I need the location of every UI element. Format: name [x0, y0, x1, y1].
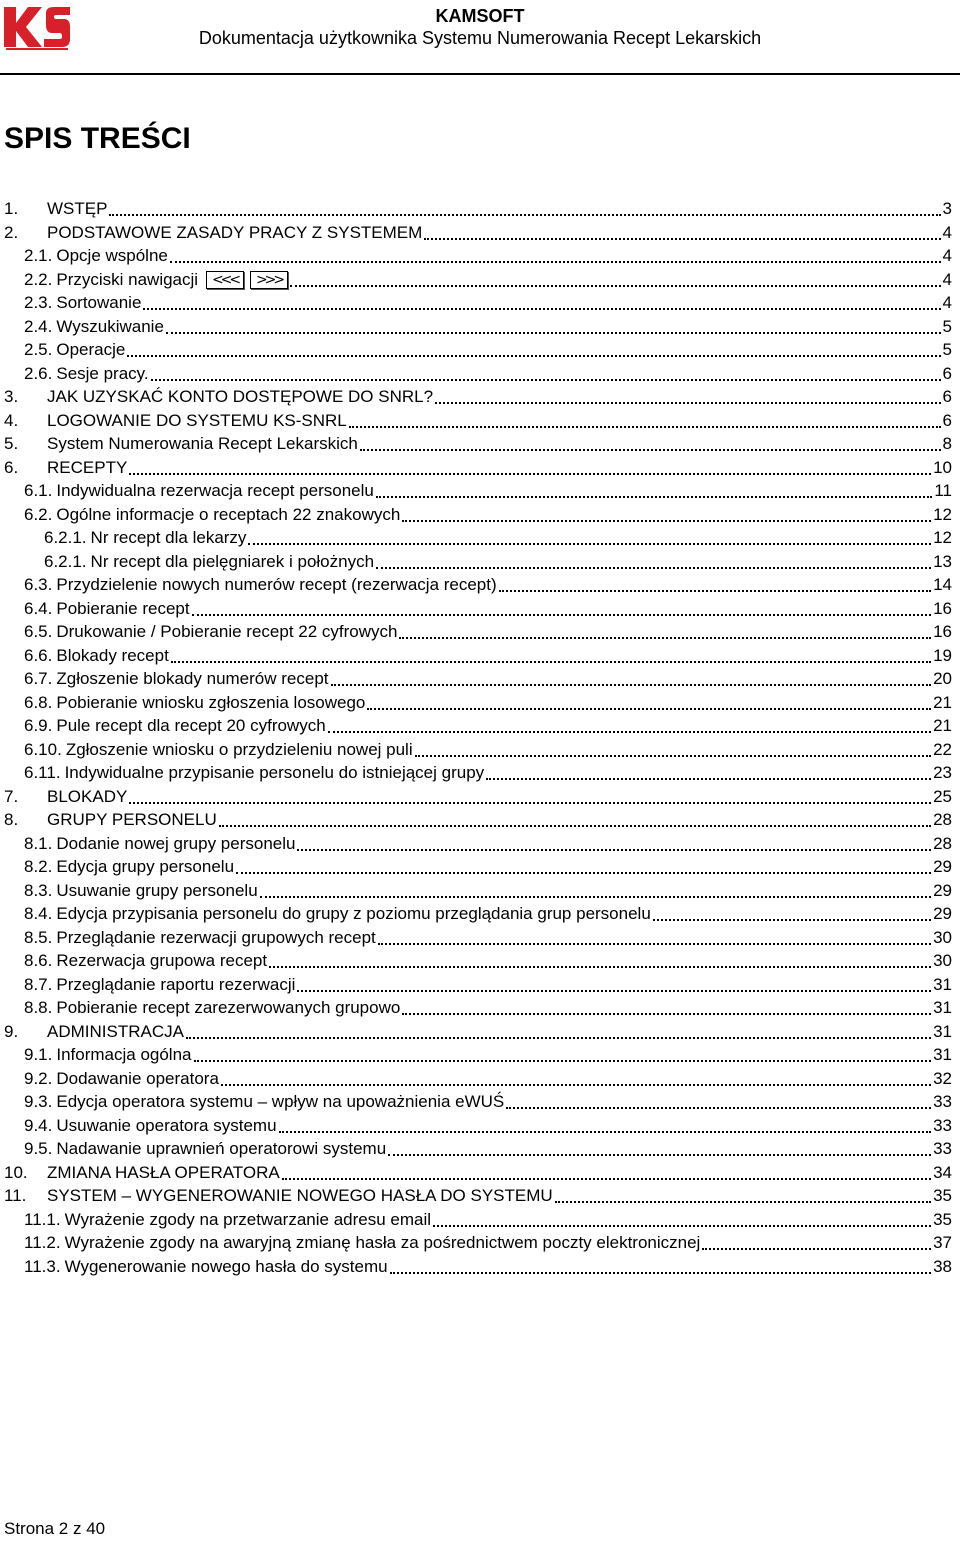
- toc-entry-title: Dodanie nowej grupy personelu: [56, 833, 296, 853]
- toc-entry[interactable]: [24, 1115, 952, 1137]
- toc-entry-number: 6.4.: [24, 598, 53, 618]
- toc-entry-page: 34: [933, 1162, 952, 1182]
- toc-dot-leader: [279, 1131, 932, 1133]
- toc-entry-number: 6.1.: [24, 481, 53, 500]
- toc-entry-number: 6.5.: [24, 622, 53, 641]
- toc-dot-leader: [399, 637, 931, 639]
- header-divider: [0, 73, 960, 75]
- toc-dot-leader: [221, 1084, 931, 1086]
- header-company: KAMSOFT: [435, 6, 525, 26]
- toc-entry-page: 31: [933, 998, 952, 1017]
- toc-entry-page: 31: [933, 974, 952, 994]
- toc-dot-leader: [331, 684, 932, 686]
- toc-dot-leader: [402, 1013, 931, 1015]
- toc-entry-title: PODSTAWOWE ZASADY PRACY Z SYSTEMEM: [47, 222, 423, 242]
- toc-entry[interactable]: [24, 1209, 952, 1231]
- toc-dot-leader: [367, 708, 931, 710]
- toc-entry-number: 3.: [4, 387, 19, 406]
- toc-entry-number: 2.: [4, 222, 19, 242]
- toc-dot-leader: [151, 379, 941, 381]
- toc-entry-page: 25: [933, 786, 952, 806]
- toc-entry-number: 2.5.: [24, 340, 53, 359]
- toc-entry-title: Wyszukiwanie: [56, 316, 164, 336]
- toc-dot-leader: [433, 1225, 931, 1227]
- toc-entry-title: Drukowanie / Pobieranie recept 22 cyfrowych: [56, 622, 398, 641]
- toc-entry[interactable]: [4, 433, 952, 455]
- toc-entry-page: 19: [933, 645, 952, 665]
- toc-dot-leader: [186, 1037, 931, 1039]
- toc-entry-page: 21: [933, 716, 952, 735]
- toc-entry-title: RECEPTY: [47, 457, 128, 477]
- toc-entry-page: 20: [933, 669, 952, 688]
- toc-dot-leader: [349, 426, 941, 428]
- toc-entry-number: 8.3.: [24, 880, 53, 900]
- toc-entry-page: 35: [933, 1186, 952, 1205]
- toc-dot-leader: [328, 731, 931, 733]
- toc-entry-number: 9.2.: [24, 1068, 53, 1088]
- toc-entry[interactable]: [24, 974, 952, 996]
- toc-entry-title: Zgłoszenie blokady numerów recept: [56, 669, 329, 688]
- toc-dot-leader: [166, 332, 941, 334]
- toc-entry-number: 6.2.1.: [44, 528, 87, 547]
- toc-dot-leader: [269, 966, 931, 968]
- toc-entry-number: 6.2.: [24, 504, 53, 524]
- toc-entry-number: 8.2.: [24, 857, 53, 876]
- toc-dot-leader: [248, 543, 931, 545]
- toc-entry-page: 4: [942, 222, 952, 242]
- toc-dot-leader: [378, 943, 931, 945]
- toc-dot-leader: [171, 661, 931, 663]
- toc-entry-number: 6.6.: [24, 645, 53, 665]
- toc-entry[interactable]: [44, 551, 952, 573]
- toc-dot-leader: [192, 614, 931, 616]
- toc-dot-leader: [290, 285, 940, 287]
- toc-entry-page: 4: [942, 269, 952, 289]
- toc-dot-leader: [376, 567, 931, 569]
- toc-entry-title: Przeglądanie rezerwacji grupowych recept: [56, 927, 376, 947]
- toc-entry-title: Edycja operatora systemu – wpływ na upoważnienia eWUŚ: [56, 1092, 505, 1111]
- toc-entry-page: 29: [933, 904, 952, 923]
- toc-entry[interactable]: [24, 927, 952, 949]
- toc-entry[interactable]: [4, 809, 952, 831]
- header-document-title: Dokumentacja użytkownika Systemu Numerowania Recept Lekarskich: [198, 28, 762, 48]
- toc-dot-leader: [499, 590, 931, 592]
- toc-entry[interactable]: [24, 504, 952, 526]
- toc-entry-page: 28: [933, 833, 952, 853]
- toc-entry[interactable]: [24, 903, 952, 925]
- toc-entry-title: Wyrażenie zgody na awaryjną zmianę hasła za pośrednictwem poczty elektronicznej: [64, 1233, 701, 1252]
- toc-entry[interactable]: [24, 1138, 952, 1160]
- toc-entry-number: 2.4.: [24, 316, 53, 336]
- toc-entry-number: 6.10.: [24, 739, 62, 759]
- toc-dot-leader: [297, 990, 931, 992]
- toc-entry[interactable]: [24, 950, 952, 972]
- toc-entry[interactable]: [24, 598, 952, 620]
- toc-dot-leader: [424, 238, 940, 240]
- toc-dot-leader: [653, 919, 931, 921]
- toc-entry-title: Nr recept dla lekarzy: [90, 528, 247, 547]
- toc-entry-page: 33: [933, 1115, 952, 1135]
- toc-entry-number: 9.: [4, 1021, 19, 1041]
- toc-entry-number: 2.1.: [24, 246, 53, 265]
- toc-entry[interactable]: [24, 621, 952, 643]
- toc-entry-number: 9.4.: [24, 1115, 53, 1135]
- toc-dot-leader: [376, 496, 932, 498]
- toc-entry-page: 28: [933, 810, 952, 829]
- toc-entry-title: Ogólne informacje o receptach 22 znakowych: [56, 504, 401, 524]
- toc-entry-number: 6.7.: [24, 669, 53, 688]
- toc-entry-number: 2.6.: [24, 363, 53, 383]
- toc-title: SPIS TREŚCI: [4, 122, 191, 155]
- toc-entry[interactable]: [24, 692, 952, 714]
- toc-dot-leader: [260, 896, 931, 898]
- toc-entry-page: 32: [933, 1068, 952, 1088]
- toc-dot-leader: [486, 778, 931, 780]
- toc-entry-title: Opcje wspólne: [56, 246, 168, 265]
- toc-entry[interactable]: [24, 292, 952, 314]
- toc-entry-page: 38: [933, 1256, 952, 1276]
- nav-previous-icon: <<<: [206, 271, 244, 289]
- toc-entry[interactable]: [24, 715, 952, 737]
- toc-entry[interactable]: [4, 410, 952, 432]
- toc-entry-number: 6.: [4, 457, 19, 477]
- toc-entry[interactable]: [24, 245, 952, 267]
- toc-entry[interactable]: [24, 316, 952, 338]
- toc-entry[interactable]: [4, 786, 952, 808]
- toc-entry-page: 22: [933, 739, 952, 759]
- toc-dot-leader: [555, 1201, 931, 1203]
- toc-entry[interactable]: [24, 339, 952, 361]
- toc-entry-page: 5: [942, 340, 952, 359]
- toc-entry-title: Edycja grupy personelu: [56, 857, 235, 876]
- toc-dot-leader: [402, 520, 931, 522]
- toc-entry[interactable]: [24, 668, 952, 690]
- toc-entry-title: Przyciski nawigacji: [56, 269, 199, 289]
- toc-entry-page: 31: [933, 1021, 952, 1041]
- toc-entry-title: WSTĘP: [47, 199, 108, 218]
- toc-entry-number: 7.: [4, 786, 19, 806]
- toc-entry-number: 9.5.: [24, 1139, 53, 1158]
- toc-entry-page: 33: [933, 1139, 952, 1158]
- toc-entry-number: 11.1.: [24, 1209, 61, 1229]
- toc-entry-title: Usuwanie operatora systemu: [56, 1115, 277, 1135]
- toc-dot-leader: [415, 755, 931, 757]
- toc-entry-title: Usuwanie grupy personelu: [56, 880, 258, 900]
- toc-entry[interactable]: [24, 363, 952, 385]
- toc-entry-page: 29: [933, 857, 952, 876]
- toc-entry-title: Sesje pracy.: [56, 363, 149, 383]
- toc-entry-page: 35: [933, 1209, 952, 1229]
- toc-dot-leader: [194, 1060, 932, 1062]
- toc-entry[interactable]: [44, 527, 952, 549]
- toc-dot-leader: [702, 1248, 931, 1250]
- toc-entry-page: 16: [933, 598, 952, 618]
- toc-dot-leader: [388, 1154, 931, 1156]
- toc-entry-title: Pobieranie wniosku zgłoszenia losowego: [56, 692, 366, 712]
- toc-entry-title: GRUPY PERSONELU: [47, 810, 217, 829]
- toc-entry-number: 6.11.: [24, 763, 61, 782]
- toc-entry-page: 23: [933, 763, 952, 782]
- toc-entry[interactable]: [24, 1256, 952, 1278]
- toc-entry-page: 37: [933, 1233, 952, 1252]
- toc-entry-title: BLOKADY: [47, 786, 128, 806]
- toc-entry-number: 6.9.: [24, 716, 53, 735]
- toc-entry[interactable]: [4, 1162, 952, 1184]
- toc-entry-page: 6: [942, 363, 952, 383]
- toc-entry-title: Edycja przypisania personelu do grupy z poziomu przeglądania grup personelu: [56, 904, 651, 923]
- toc-dot-leader: [143, 308, 940, 310]
- toc-entry-page: 3: [942, 199, 952, 218]
- toc-entry-page: 12: [933, 528, 952, 547]
- toc-entry-number: 11.2.: [24, 1233, 61, 1252]
- toc-entry-title: Wyrażenie zgody na przetwarzanie adresu email: [64, 1209, 432, 1229]
- toc-entry-number: 5.: [4, 434, 19, 453]
- toc-entry-number: 11.3.: [24, 1256, 61, 1276]
- toc-entry-page: 10: [933, 457, 952, 477]
- toc-entry[interactable]: [4, 1021, 952, 1043]
- toc-entry-number: 6.8.: [24, 692, 53, 712]
- toc-entry[interactable]: [24, 762, 952, 784]
- toc-entry-title: Informacja ogólna: [56, 1045, 192, 1064]
- toc-entry-page: 29: [933, 880, 952, 900]
- toc-entry-title: Wygenerowanie nowego hasła do systemu: [64, 1256, 388, 1276]
- page-footer: Strona 2 z 40: [4, 1519, 106, 1538]
- toc-entry-number: 4.: [4, 410, 19, 430]
- toc-entry-page: 30: [933, 951, 952, 970]
- toc-entry-page: 33: [933, 1092, 952, 1111]
- toc-entry-number: 9.3.: [24, 1092, 53, 1111]
- toc-entry-number: 2.2.: [24, 269, 53, 289]
- toc-entry-page: 6: [942, 410, 952, 430]
- toc-entry-title: Pule recept dla recept 20 cyfrowych: [56, 716, 326, 735]
- toc-entry[interactable]: [24, 1044, 952, 1066]
- toc-entry-title: ADMINISTRACJA: [47, 1021, 184, 1041]
- toc-dot-leader: [236, 872, 931, 874]
- toc-entry-page: 30: [933, 927, 952, 947]
- toc-dot-leader: [506, 1107, 931, 1109]
- toc-entry-page: 12: [933, 504, 952, 524]
- toc-entry-title: Pobieranie recept: [56, 598, 190, 618]
- toc-entry-number: 9.1.: [24, 1045, 53, 1064]
- toc-entry-number: 6.2.1.: [44, 551, 87, 571]
- toc-dot-leader: [129, 473, 931, 475]
- toc-entry-number: 8.5.: [24, 927, 53, 947]
- toc-entry-title: ZMIANA HASŁA OPERATORA: [47, 1162, 280, 1182]
- toc-entry[interactable]: [4, 1185, 952, 1207]
- toc-entry-page: 13: [933, 551, 952, 571]
- toc-entry-page: 6: [942, 387, 952, 406]
- toc-entry[interactable]: [4, 386, 952, 408]
- toc-dot-leader: [360, 449, 941, 451]
- toc-entry[interactable]: [4, 222, 952, 244]
- toc-entry-number: 8.8.: [24, 998, 53, 1017]
- toc-entry[interactable]: [24, 480, 952, 502]
- toc-entry-page: 14: [933, 575, 952, 594]
- toc-entry-title: JAK UZYSKAĆ KONTO DOSTĘPOWE DO SNRL?: [47, 387, 434, 406]
- toc-entry-page: 11: [934, 481, 952, 500]
- toc-entry-page: 16: [933, 622, 952, 641]
- toc-dot-leader: [109, 214, 940, 216]
- toc-entry-title: Nr recept dla pielęgniarek i położnych: [90, 551, 375, 571]
- toc-entry-page: 5: [942, 316, 952, 336]
- toc-entry[interactable]: [24, 833, 952, 855]
- toc-entry[interactable]: [24, 856, 952, 878]
- toc-entry[interactable]: [24, 574, 952, 596]
- toc-entry-title: Nadawanie uprawnień operatorowi systemu: [56, 1139, 387, 1158]
- toc-dot-leader: [390, 1272, 931, 1274]
- toc-entry-number: 6.3.: [24, 575, 53, 594]
- toc-entry-title: Blokady recept: [56, 645, 169, 665]
- toc-entry-page: 4: [942, 246, 952, 265]
- toc-entry[interactable]: [24, 1091, 952, 1113]
- toc-entry[interactable]: [24, 997, 952, 1019]
- kamsoft-logo: [2, 3, 72, 51]
- toc-entry-title: Rezerwacja grupowa recept: [56, 951, 268, 970]
- toc-entry-page: 21: [933, 692, 952, 712]
- toc-dot-leader: [282, 1178, 931, 1180]
- toc-entry-title: Indywidualne przypisanie personelu do istniejącej grupy: [64, 763, 485, 782]
- toc-entry-number: 8.1.: [24, 833, 53, 853]
- toc-entry-number: 2.3.: [24, 293, 53, 312]
- toc-entry-title: Sortowanie: [56, 293, 142, 312]
- toc-entry-title: Przeglądanie raportu rezerwacji: [56, 974, 296, 994]
- toc-entry-page: 8: [942, 434, 952, 453]
- toc-entry-title: Zgłoszenie wniosku o przydzieleniu nowej puli: [65, 739, 413, 759]
- toc-entry-title: Indywidualna rezerwacja recept personelu: [56, 481, 374, 500]
- toc-entry-title: SYSTEM – WYGENEROWANIE NOWEGO HASŁA DO SYSTEMU: [47, 1186, 553, 1205]
- toc-entry-number: 8.4.: [24, 904, 53, 923]
- toc-entry-number: 8.6.: [24, 951, 53, 970]
- toc-entry[interactable]: [24, 880, 952, 902]
- toc-entry[interactable]: [24, 739, 952, 761]
- toc-dot-leader: [297, 849, 931, 851]
- toc-entry[interactable]: [4, 457, 952, 479]
- toc-dot-leader: [127, 355, 940, 357]
- toc-entry-title: Dodawanie operatora: [56, 1068, 219, 1088]
- toc-entry-number: 1.: [4, 199, 19, 218]
- toc-entry-title: Pobieranie recept zarezerwowanych grupowo: [56, 998, 401, 1017]
- toc-entry-number: 8.: [4, 810, 19, 829]
- toc-entry-page: 31: [933, 1045, 952, 1064]
- toc-entry[interactable]: [4, 198, 952, 220]
- toc-entry-page: 4: [942, 293, 952, 312]
- toc-entry[interactable]: [24, 1068, 952, 1090]
- toc-entry[interactable]: [24, 1232, 952, 1254]
- toc-entry-number: 8.7.: [24, 974, 53, 994]
- toc-entry[interactable]: [24, 269, 952, 291]
- toc-entry[interactable]: [24, 645, 952, 667]
- toc-entry-number: 11.: [4, 1186, 27, 1205]
- toc-dot-leader: [219, 825, 931, 827]
- nav-next-icon: >>>: [250, 271, 288, 289]
- toc-dot-leader: [435, 402, 940, 404]
- toc-entry-title: System Numerowania Recept Lekarskich: [47, 434, 358, 453]
- toc-entry-title: Operacje: [56, 340, 126, 359]
- toc-dot-leader: [170, 261, 941, 263]
- toc-entry-number: 10.: [4, 1162, 28, 1182]
- toc-entry-title: LOGOWANIE DO SYSTEMU KS-SNRL: [47, 410, 347, 430]
- toc-dot-leader: [129, 802, 931, 804]
- toc-entry-title: Przydzielenie nowych numerów recept (rezerwacja recept): [56, 575, 497, 594]
